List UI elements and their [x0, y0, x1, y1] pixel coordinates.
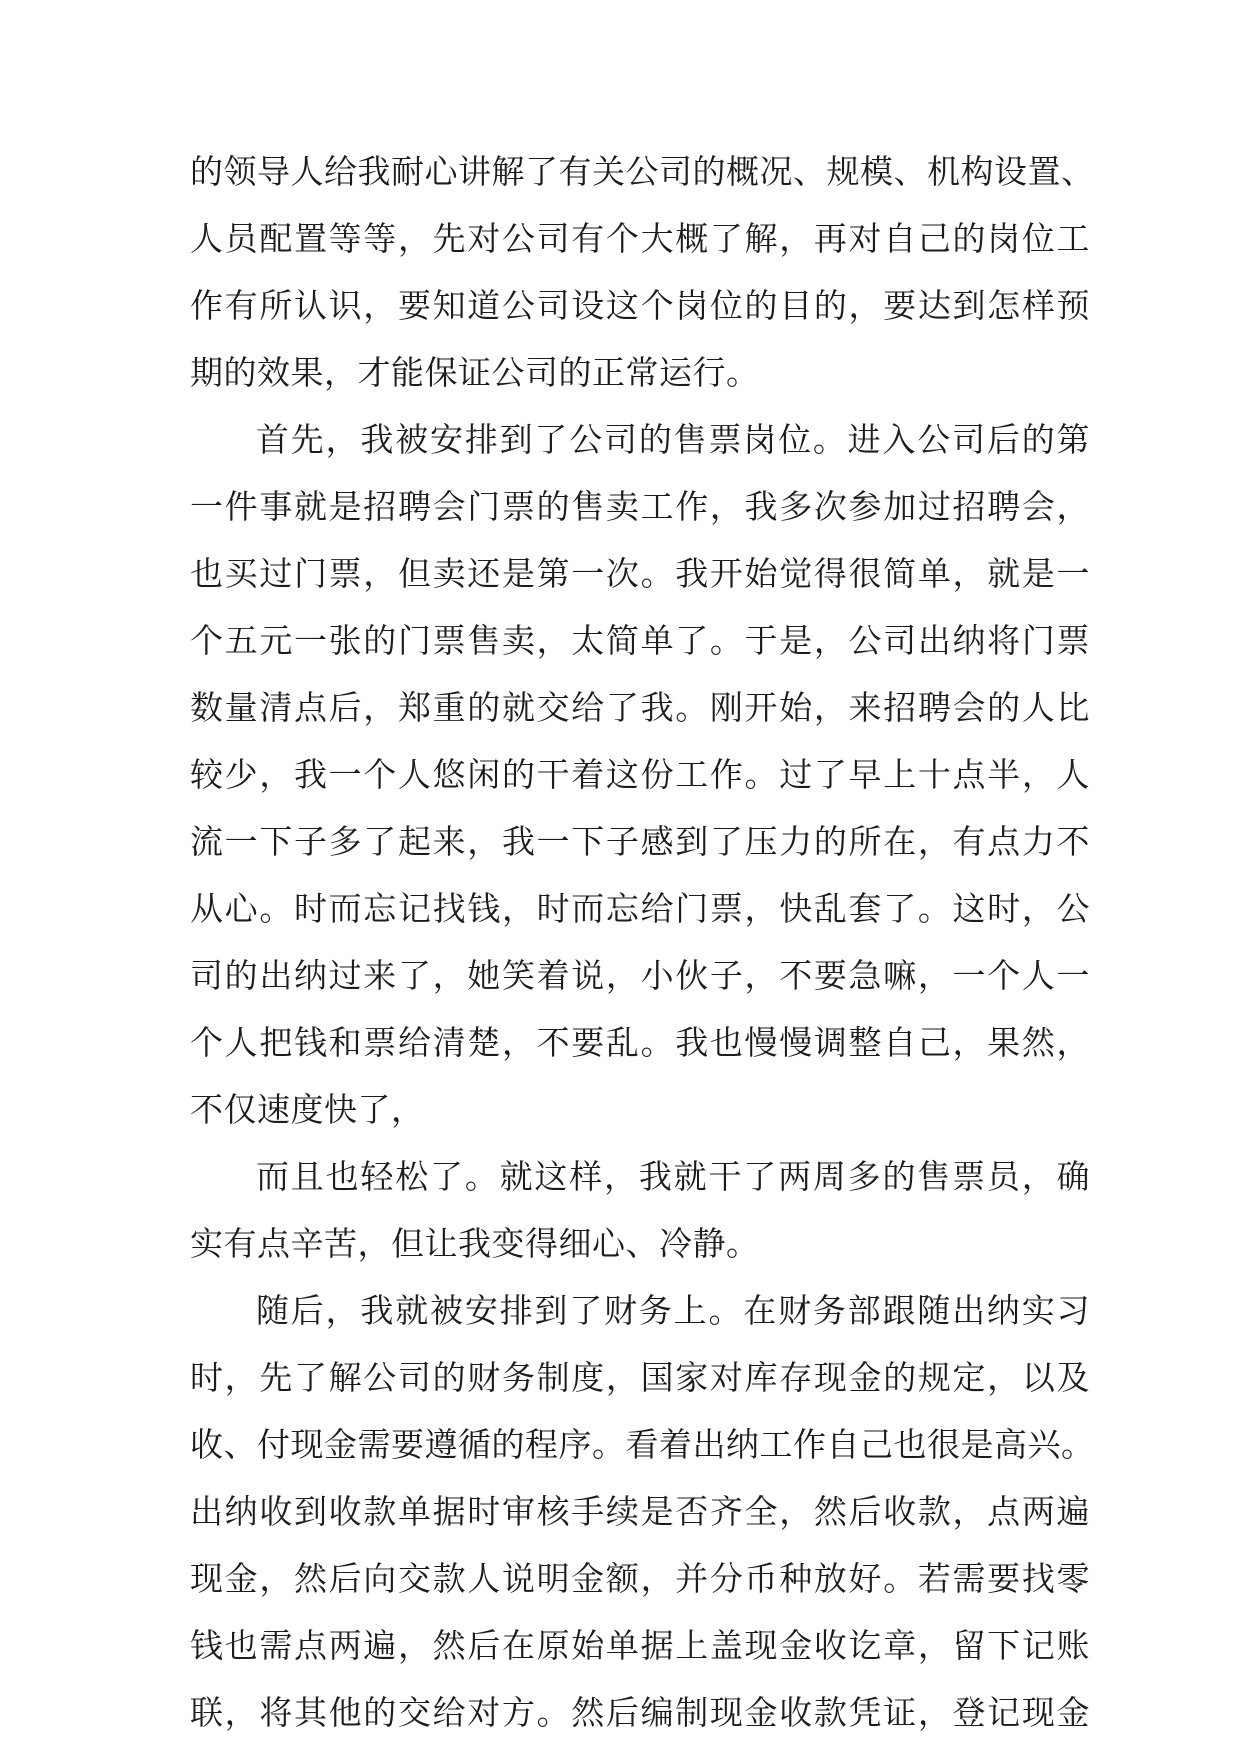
text-line: 一件事就是招聘会门票的售卖工作，我多次参加过招聘会， — [190, 487, 1090, 526]
text-line: 期的效果，才能保证公司的正常运行。 — [190, 353, 760, 392]
text-line: 实有点辛苦，但让我变得细心、冷静。 — [190, 1224, 760, 1263]
paragraph-start-line: 随后，我就被安排到了财务上。在财务部跟随出纳实习 — [256, 1291, 1090, 1330]
text-line: 流一下子多了起来，我一下子感到了压力的所在，有点力不 — [190, 822, 1090, 861]
body-text — [190, 138, 1095, 1746]
text-line: 作有所认识，要知道公司设这个岗位的目的，要达到怎样预 — [190, 286, 1090, 325]
text-line: 收、付现金需要遵循的程序。看着出纳工作自己也很是高兴。 — [190, 1425, 1095, 1464]
text-line: 钱也需点两遍，然后在原始单据上盖现金收讫章，留下记账 — [190, 1626, 1090, 1665]
text-line: 联，将其他的交给对方。然后编制现金收款凭证，登记现金 — [190, 1693, 1090, 1732]
paragraph-start-line: 而且也轻松了。就这样，我就干了两周多的售票员，确 — [256, 1157, 1090, 1196]
text-line: 司的出纳过来了，她笑着说，小伙子，不要急嘛，一个人一 — [190, 956, 1090, 995]
text-line: 人员配置等等，先对公司有个大概了解，再对自己的岗位工 — [190, 219, 1090, 258]
text-line: 较少，我一个人悠闲的干着这份工作。过了早上十点半，人 — [190, 755, 1090, 794]
text-line: 从心。时而忘记找钱，时而忘给门票，快乱套了。这时，公 — [190, 889, 1090, 928]
text-line: 时，先了解公司的财务制度，国家对库存现金的规定，以及 — [190, 1358, 1090, 1397]
paragraph-start-line: 首先，我被安排到了公司的售票岗位。进入公司后的第 — [256, 420, 1090, 459]
text-line: 数量清点后，郑重的就交给了我。刚开始，来招聘会的人比 — [190, 688, 1090, 727]
text-line: 现金，然后向交款人说明金额，并分币种放好。若需要找零 — [190, 1559, 1090, 1598]
text-line: 也买过门票，但卖还是第一次。我开始觉得很简单，就是一 — [190, 554, 1090, 593]
text-line: 个人把钱和票给清楚，不要乱。我也慢慢调整自己，果然， — [190, 1023, 1090, 1062]
text-line: 不仅速度快了， — [190, 1090, 425, 1129]
text-line: 的领导人给我耐心讲解了有关公司的概况、规模、机构设置、 — [190, 152, 1095, 191]
text-line: 个五元一张的门票售卖，太简单了。于是，公司出纳将门票 — [190, 621, 1090, 660]
text-line: 出纳收到收款单据时审核手续是否齐全，然后收款，点两遍 — [190, 1492, 1090, 1531]
